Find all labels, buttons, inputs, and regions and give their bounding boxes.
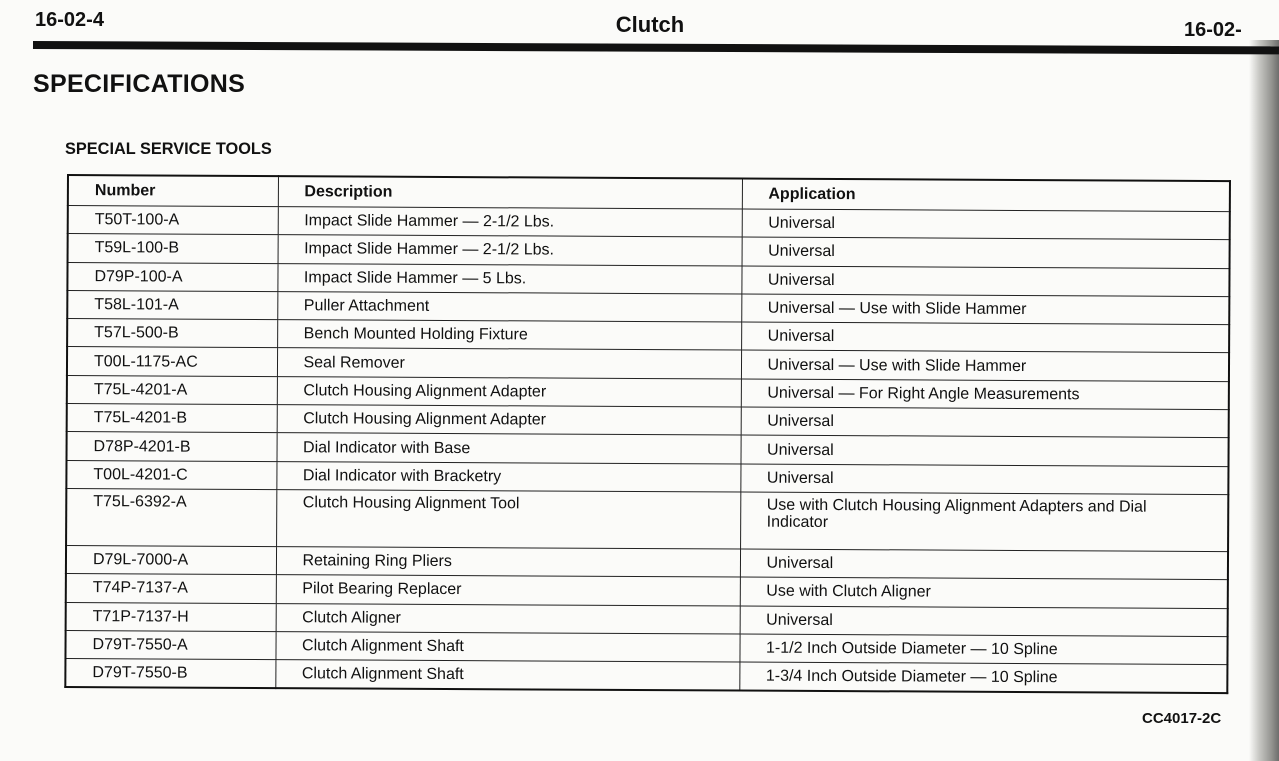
tool-description: Pilot Bearing Replacer: [276, 575, 740, 606]
tool-application: Universal: [741, 266, 1229, 297]
tool-application: 1-1/2 Inch Outside Diameter — 10 Spline: [739, 634, 1227, 665]
tool-number: T75L-6392-A: [66, 488, 276, 546]
special-service-tools-table: [64, 174, 1231, 695]
tool-description: Clutch Alignment Shaft: [275, 631, 739, 662]
page-number-right: 16-02-: [1184, 19, 1242, 41]
tool-description: Impact Slide Hammer — 2-1/2 Lbs.: [278, 235, 742, 266]
table-subtitle: SPECIAL SERVICE TOOLS: [65, 139, 272, 158]
tool-application: Universal: [740, 464, 1228, 495]
table-row: [65, 659, 1227, 694]
tool-number: T57L-500-B: [67, 319, 277, 348]
tool-number: T00L-1175-AC: [67, 347, 277, 376]
page-number-left: 16-02-4: [35, 9, 104, 31]
tool-number: T50T-100-A: [68, 206, 278, 235]
page-edge-shadow: [1249, 40, 1279, 761]
tool-description: Dial Indicator with Bracketry: [276, 461, 740, 492]
tool-number: D79L-7000-A: [66, 545, 276, 574]
tool-application: Universal: [742, 209, 1230, 240]
tool-description: Clutch Housing Alignment Tool: [276, 490, 740, 549]
tool-number: T71P-7137-H: [66, 602, 276, 631]
tool-application: Universal: [742, 237, 1230, 268]
tool-description: Impact Slide Hammer — 5 Lbs.: [277, 263, 741, 294]
tool-description: Seal Remover: [277, 348, 741, 379]
figure-code: CC4017-2C: [1142, 710, 1222, 727]
chapter-title: Clutch: [615, 12, 685, 37]
tool-number: T75L-4201-B: [67, 404, 277, 433]
tool-application: Universal — Use with Slide Hammer: [741, 294, 1229, 325]
tool-application: Universal — Use with Slide Hammer: [741, 351, 1229, 382]
tool-description: Bench Mounted Holding Fixture: [277, 320, 741, 351]
tool-number: T74P-7137-A: [66, 574, 276, 603]
tool-number: D79P-100-A: [67, 262, 277, 291]
tool-number: T00L-4201-C: [66, 460, 276, 489]
tool-description: Clutch Housing Alignment Adapter: [277, 405, 741, 436]
tool-application: Universal: [741, 322, 1229, 353]
tool-description: Dial Indicator with Base: [276, 433, 740, 464]
section-title: SPECIFICATIONS: [33, 70, 246, 98]
tool-application: Use with Clutch Aligner: [740, 577, 1228, 608]
tool-number: D78P-4201-B: [67, 432, 277, 461]
tool-application: Universal: [740, 549, 1228, 580]
header-rule: [33, 41, 1279, 54]
column-header-application: Application: [742, 179, 1230, 212]
tool-description: Clutch Alignment Shaft: [275, 660, 739, 691]
column-header-number: Number: [68, 175, 278, 207]
tool-number: T58L-101-A: [67, 290, 277, 319]
tool-description: Impact Slide Hammer — 2-1/2 Lbs.: [278, 207, 742, 238]
tool-number: D79T-7550-A: [65, 630, 275, 659]
tool-description: Clutch Aligner: [276, 603, 740, 634]
tool-application: Universal: [740, 606, 1228, 637]
tool-description: Clutch Housing Alignment Adapter: [277, 376, 741, 407]
tool-application: Universal: [740, 435, 1228, 466]
tool-application: 1-3/4 Inch Outside Diameter — 10 Spline: [739, 662, 1227, 693]
tool-application: Universal: [741, 407, 1229, 438]
tool-description: Retaining Ring Pliers: [276, 547, 740, 578]
tool-description: Puller Attachment: [277, 291, 741, 322]
column-header-description: Description: [278, 176, 742, 209]
tool-number: T75L-4201-A: [67, 375, 277, 404]
table-row: [66, 488, 1228, 551]
tool-number: D79T-7550-B: [65, 659, 275, 689]
tool-number: T59L-100-B: [68, 234, 278, 263]
tool-application: Universal — For Right Angle Measurements: [741, 379, 1229, 410]
tool-application: Use with Clutch Housing Alignment Adapters and Dial Indicator: [740, 492, 1228, 552]
